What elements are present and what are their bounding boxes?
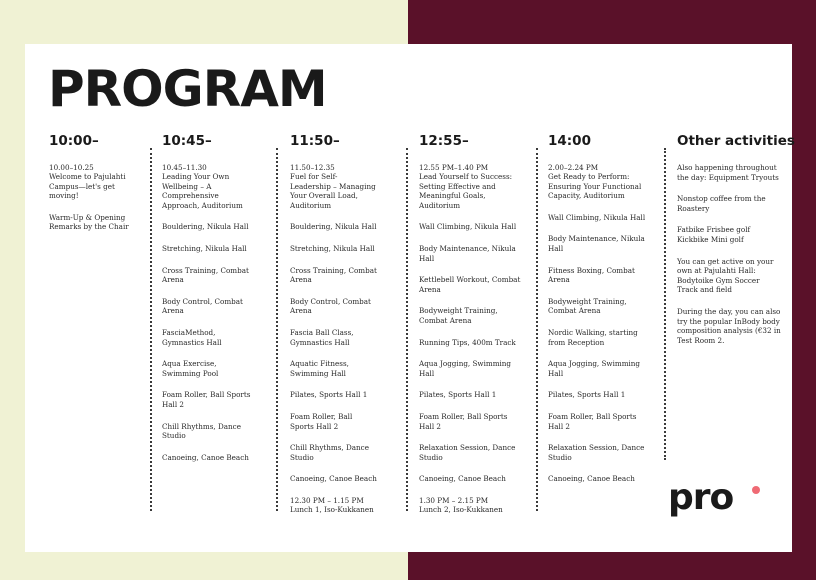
list-item: Bodyweight Training, Combat Arena xyxy=(419,306,498,325)
page-title: PROGRAM xyxy=(48,60,327,118)
list-item: Relaxation Session, Dance Studio xyxy=(548,443,645,462)
list-item: Bouldering, Nikula Hall xyxy=(162,222,249,232)
list-item: Lunch 2, Iso-Kukkanen xyxy=(419,504,503,514)
list-item: Wall Climbing, Nikula Hall xyxy=(548,212,646,222)
list-item: Wall Climbing, Nikula Hall xyxy=(419,222,517,232)
list-item: Cross Training, Combat Arena xyxy=(290,265,377,285)
list-item: Chill Rhythms, Dance Studio xyxy=(290,443,369,462)
column-other-activities xyxy=(677,133,795,357)
list-item: Kettlebell Workout, Combat Arena xyxy=(419,275,521,294)
column-heading: 10:45– xyxy=(162,133,212,149)
list-item: Fascia Ball Class, Gymnastics Hall xyxy=(290,327,354,347)
list-item: Aqua Jogging, Swimming Hall xyxy=(548,359,641,378)
list-item: Stretching, Nikula Hall xyxy=(290,243,375,253)
session-time: 2.00–2.24 PM xyxy=(548,163,599,172)
list-item: Body Control, Combat Arena xyxy=(162,296,243,316)
list-item: Bodyweight Training, Combat Arena xyxy=(548,296,627,316)
list-item: Stretching, Nikula Hall xyxy=(162,243,247,253)
list-item: Cross Training, Combat Arena xyxy=(162,265,249,285)
list-item: Fitness Boxing, Combat Arena xyxy=(548,265,635,285)
list-item: Aqua Jogging, Swimming Hall xyxy=(419,359,512,378)
list-item: Canoeing, Canoe Beach xyxy=(162,452,249,462)
list-item: Canoeing, Canoe Beach xyxy=(290,474,377,484)
list-item: Body Control, Combat Arena xyxy=(290,296,371,316)
list-item: Aquatic Fitness, Swimming Hall xyxy=(290,359,349,378)
list-item: Running Tips, 400m Track xyxy=(419,337,516,347)
list-item: Body Maintenance, Nikula Hall xyxy=(548,234,645,253)
session-time: 10.00–10.25 xyxy=(49,163,94,172)
list-item: You can get active on your own at Pajulahti Hall: Bodytoike Gym Soccer Track and field xyxy=(677,256,774,295)
list-item: Pilates, Sports Hall 1 xyxy=(548,390,626,400)
list-item: Foam Roller, Ball Sports Hall 2 xyxy=(419,411,508,431)
column-divider xyxy=(536,148,538,511)
list-item: Welcome to Pajulahti Campus—let's get moving! xyxy=(49,172,126,201)
column-divider xyxy=(276,148,278,511)
session-time: 1.30 PM – 2.15 PM xyxy=(419,495,489,505)
session-time: 11.50–12.35 xyxy=(290,163,335,172)
list-item: Leading Your Own Wellbeing – A Comprehensive Approach, Auditorium xyxy=(162,172,243,210)
list-item: Body Maintenance, Nikula Hall xyxy=(419,243,516,263)
list-item: Nordic Walking, starting from Reception xyxy=(548,327,638,347)
column-heading: 14:00 xyxy=(548,133,591,149)
column-heading: 12:55– xyxy=(419,133,469,149)
column-divider xyxy=(406,148,408,511)
list-item: Fatbike Frisbee golf Kickbike Mini golf xyxy=(677,225,751,244)
list-item: Foam Roller, Ball Sports Hall 2 xyxy=(162,390,251,409)
column-10-00 xyxy=(49,133,131,244)
pro-logo: pro xyxy=(668,477,734,518)
list-item: Foam Roller, Ball Sports Hall 2 xyxy=(290,411,353,431)
column-10-45 xyxy=(162,133,252,474)
list-item: Aqua Exercise, Swimming Pool xyxy=(162,359,219,378)
list-item: Canoeing, Canoe Beach xyxy=(548,474,635,484)
list-item: Lead Yourself to Success: Setting Effective and Meaningful Goals, Auditorium xyxy=(419,172,513,210)
logo-dot-icon xyxy=(752,486,760,494)
column-11-50 xyxy=(290,133,378,526)
list-item: Also happening throughout the day: Equipment Tryouts xyxy=(677,163,779,182)
column-12-55 xyxy=(419,133,521,526)
column-divider xyxy=(664,148,666,460)
column-heading: 10:00– xyxy=(49,133,99,149)
column-heading: Other activities xyxy=(677,133,795,149)
session-time: 12.55 PM–1.40 PM xyxy=(419,163,489,172)
list-item: Chill Rhythms, Dance Studio xyxy=(162,421,241,441)
list-item: Nonstop coffee from the Roastery xyxy=(677,194,766,213)
column-14-00 xyxy=(548,133,652,496)
list-item: Relaxation Session, Dance Studio xyxy=(419,443,516,462)
list-item: Fuel for Self-Leadership – Managing Your Overall Load, Auditorium xyxy=(290,172,376,210)
column-heading: 11:50– xyxy=(290,133,340,149)
list-item: Get Ready to Perform: Ensuring Your Functional Capacity, Auditorium xyxy=(548,172,642,201)
session-time: 10.45–11.30 xyxy=(162,163,207,172)
column-divider xyxy=(150,148,152,511)
list-item: FasciaMethod, Gymnastics Hall xyxy=(162,327,222,347)
list-item: Pilates, Sports Hall 1 xyxy=(419,390,497,400)
list-item: Warm-Up & Opening Remarks by the Chair xyxy=(49,212,129,232)
list-item: Bouldering, Nikula Hall xyxy=(290,222,377,232)
session-time: 12.30 PM – 1.15 PM xyxy=(290,495,364,505)
list-item: During the day, you can also try the popular InBody body composition analysis (€32 in Test Room 2. xyxy=(677,306,781,345)
list-item: Pilates, Sports Hall 1 xyxy=(290,390,368,400)
list-item: Canoeing, Canoe Beach xyxy=(419,474,506,484)
list-item: Foam Roller, Ball Sports Hall 2 xyxy=(548,411,637,431)
list-item: Lunch 1, Iso-Kukkanen xyxy=(290,504,374,514)
